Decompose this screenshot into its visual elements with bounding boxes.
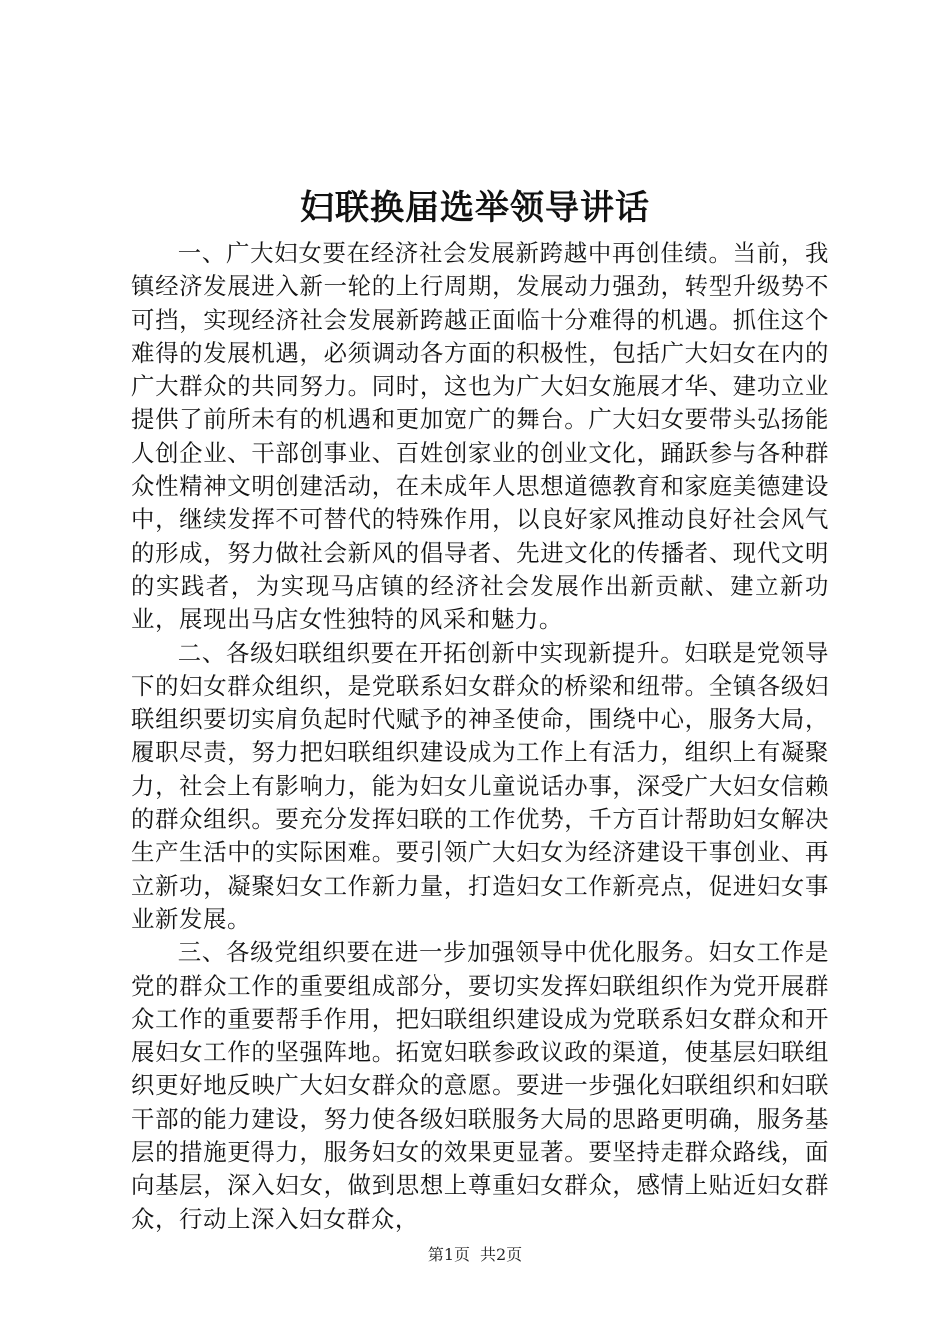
paragraph-1: 一、广大妇女要在经济社会发展新跨越中再创佳绩。当前，我镇经济发展进入新一轮的上行周期，发展动力强劲，转型升级势不可挡，实现经济社会发展新跨越正面临十分难得的机遇。抓住这个难得的发展机遇，必须调动各方面的积极性，包括广大妇女在内的广大群众的共同努力。同时，这也为广大妇女施展才华、建功立业提供了前所未有的机遇和更加宽广的舞台。广大妇女要带头弘扬能人创企业、干部创事业、百姓创家业的创业文化，踊跃参与各种群众性精神文明创建活动，在未成年人思想道德教育和家庭美德建设中，继续发挥不可替代的特殊作用，以良好家风推动良好社会风气的形成，努力做社会新风的倡导者、先进文化的传播者、现代文明的实践者，为实现马店镇的经济社会发展作出新贡献、建立新功业，展现出马店女性独特的风采和魅力。: [131, 239, 829, 634]
page-number-current: 第1页: [427, 1245, 470, 1264]
paragraph-2: 二、各级妇联组织要在开拓创新中实现新提升。妇联是党领导下的妇女群众组织，是党联系妇女群众的桥梁和纽带。全镇各级妇联组织要切实肩负起时代赋予的神圣使命，围绕中心，服务大局，履职尽责，努力把妇联组织建设成为工作上有活力，组织上有凝聚力，社会上有影响力，能为妇女儿童说话办事，深受广大妇女信赖的群众组织。要充分发挥妇联的工作优势，千方百计帮助妇女解决生产生活中的实际困难。要引领广大妇女为经济建设干事创业、再立新功，凝聚妇女工作新力量，打造妇女工作新亮点，促进妇女事业新发展。: [131, 638, 829, 933]
page-number-total: 共2页: [480, 1245, 523, 1264]
paragraph-3: 三、各级党组织要在进一步加强领导中优化服务。妇女工作是党的群众工作的重要组成部分，要切实发挥妇联组织作为党开展群众工作的重要帮手作用，把妇联组织建设成为党联系妇女群众和开展妇女工作的坚强阵地。拓宽妇联参政议政的渠道，使基层妇联组织更好地反映广大妇女群众的意愿。要进一步强化妇联组织和妇联干部的能力建设，努力使各级妇联服务大局的思路更明确，服务基层的措施更得力，服务妇女的效果更显著。要坚持走群众路线，面向基层，深入妇女，做到思想上尊重妇女群众，感情上贴近妇女群众，行动上深入妇女群众，: [131, 938, 829, 1233]
page-footer: [0, 1244, 950, 1266]
document-title: 妇联换届选举领导讲话: [300, 188, 650, 228]
document-body: [131, 237, 829, 1236]
